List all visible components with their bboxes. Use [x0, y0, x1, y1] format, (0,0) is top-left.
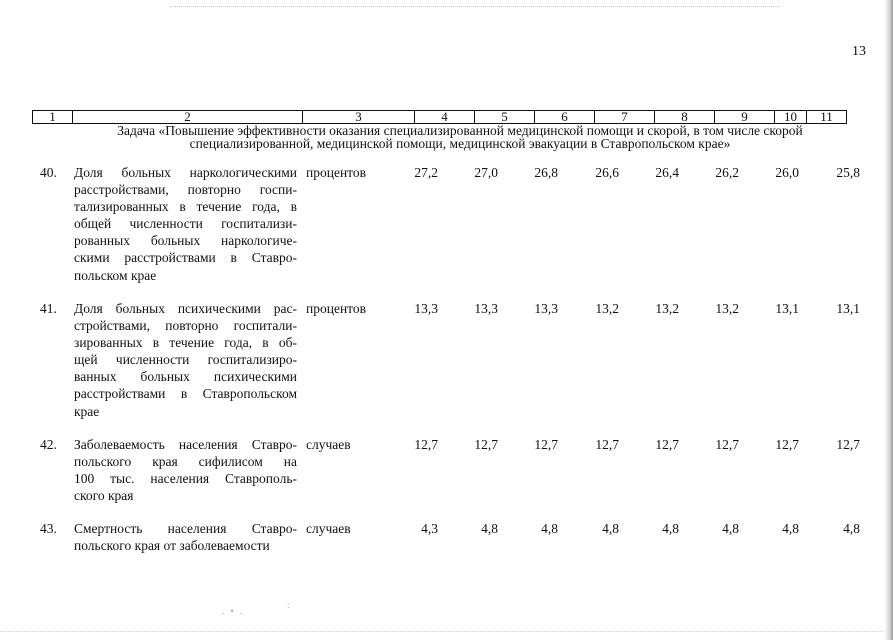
value-col-8: 12,7	[655, 437, 679, 452]
value-col-4: 13,3	[414, 301, 438, 316]
header-col-3: 3	[303, 111, 415, 123]
row-description	[74, 164, 297, 284]
header-col-2: 2	[73, 111, 303, 123]
header-col-5: 5	[475, 111, 535, 123]
row-unit: процентов	[306, 301, 367, 316]
value-col-7: 12,7	[595, 437, 619, 452]
value-col-11: 25,8	[836, 165, 860, 180]
row-description	[74, 436, 297, 504]
header-col-10: 10	[775, 111, 807, 123]
table-header-row	[32, 110, 847, 124]
header-col-11: 11	[820, 109, 833, 124]
value-col-4: 12,7	[414, 437, 438, 452]
row-number: 42.	[40, 437, 57, 452]
header-col-9: 9	[715, 111, 775, 123]
row-unit: процентов	[306, 165, 367, 180]
value-col-10: 12,7	[775, 437, 799, 452]
scan-speckle: . • .	[222, 606, 245, 616]
header-col-1: 1	[33, 111, 73, 123]
value-col-9: 4,8	[722, 521, 739, 536]
value-col-11: 4,8	[843, 521, 860, 536]
value-col-6: 13,3	[534, 301, 558, 316]
row-description	[74, 520, 297, 554]
description-line: польского края от заболеваемости	[74, 538, 270, 554]
description-line: общей численности госпитализи-	[74, 216, 297, 232]
row-number: 40.	[40, 165, 57, 180]
value-col-10: 26,0	[775, 165, 799, 180]
header-col-6: 6	[535, 111, 595, 123]
description-line: польского края сифилисом на	[74, 454, 297, 470]
scan-edge-bottom	[0, 631, 893, 632]
value-col-7: 4,8	[602, 521, 619, 536]
description-line: польском крае	[74, 267, 157, 283]
description-line: скими расстройствами в Ставро-	[74, 250, 297, 266]
scan-edge-top	[170, 6, 780, 7]
header-col-8: 8	[655, 111, 715, 123]
task-title-line: специализированной, медицинской помощи, медицинской эвакуации в Ставропольском крае»	[189, 136, 731, 151]
description-line: расстройствами в Ставропольском	[74, 386, 297, 402]
description-line: расстройствами, повторно госпи-	[74, 182, 297, 198]
description-line: зированных в течение года, в об-	[74, 335, 297, 351]
value-col-9: 26,2	[715, 165, 739, 180]
value-col-8: 13,2	[655, 301, 679, 316]
description-line: Заболеваемость населения Ставро-	[74, 437, 297, 452]
description-line: ского края	[74, 488, 134, 504]
value-col-9: 12,7	[715, 437, 739, 452]
description-line: Доля больных наркологическими	[74, 165, 297, 180]
value-col-7: 26,6	[595, 165, 619, 180]
row-unit: случаев	[306, 521, 351, 536]
description-line: крае	[74, 403, 100, 419]
task-title-line: Задача «Повышение эффективности оказания специализированной медицинской помощи и скорой, в том числе скорой	[117, 123, 803, 138]
value-col-8: 4,8	[662, 521, 679, 536]
value-col-9: 13,2	[715, 301, 739, 316]
row-description	[74, 300, 297, 420]
description-line: тализированных в течение года, в	[74, 199, 297, 215]
row-number: 43.	[40, 521, 57, 536]
value-col-10: 13,1	[775, 301, 799, 316]
value-col-6: 12,7	[534, 437, 558, 452]
value-col-6: 4,8	[541, 521, 558, 536]
value-col-8: 26,4	[655, 165, 679, 180]
description-line: стройствами, повторно госпитали-	[74, 318, 297, 334]
header-col-4: 4	[415, 111, 475, 123]
value-col-5: 12,7	[474, 437, 498, 452]
scan-speckle: :	[287, 600, 290, 610]
value-col-5: 4,8	[481, 521, 498, 536]
page-number: 13	[852, 44, 866, 59]
value-col-7: 13,2	[595, 301, 619, 316]
row-number: 41.	[40, 301, 57, 316]
description-line: Доля больных психическими рас-	[74, 301, 297, 316]
scan-edge-right	[884, 0, 893, 640]
description-line: рованных больных наркологиче-	[74, 233, 297, 249]
value-col-11: 13,1	[836, 301, 860, 316]
value-col-5: 13,3	[474, 301, 498, 316]
value-col-11: 12,7	[836, 437, 860, 452]
header-col-7: 7	[595, 111, 655, 123]
description-line: щей численности госпитализиро-	[74, 352, 297, 368]
value-col-4: 27,2	[414, 165, 438, 180]
task-title	[60, 124, 860, 150]
value-col-10: 4,8	[782, 521, 799, 536]
description-line: Смертность населения Ставро-	[74, 521, 297, 536]
description-line: 100 тыс. населения Ставрополь-	[74, 471, 297, 487]
value-col-6: 26,8	[534, 165, 558, 180]
value-col-5: 27,0	[474, 165, 498, 180]
row-unit: случаев	[306, 437, 351, 452]
value-col-4: 4,3	[421, 521, 438, 536]
description-line: ванных больных психическими	[74, 369, 297, 385]
